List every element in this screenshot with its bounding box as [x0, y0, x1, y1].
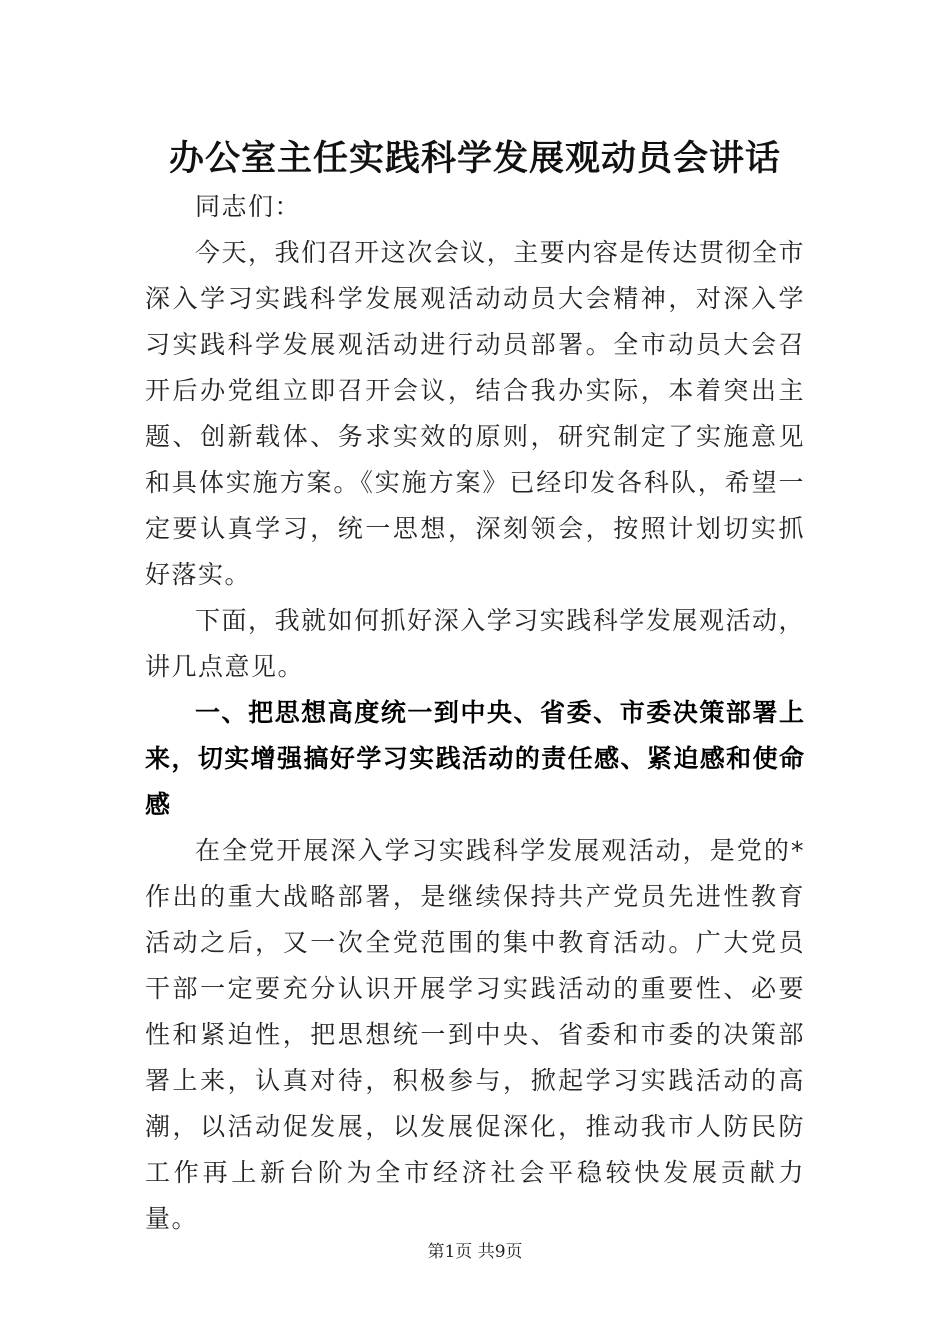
document-title: 办公室主任实践科学发展观动员会讲话	[168, 138, 781, 179]
paragraph-1: 今天，我们召开这次会议，主要内容是传达贯彻全市深入学习实践科学发展观活动动员大会精神，对深入学习实践科学发展观活动进行动员部署。全市动员大会召开后办党组立即召开会议，结合我办实际，本着突出主题、创新载体、务求实效的原则，研究制定了实施意见和具体实施方案。《实施方案》已经印发各科队，希望一定要认真学习，统一思想，深刻领会，按照计划切实抓好落实。	[145, 238, 805, 589]
paragraph-2: 下面，我就如何抓好深入学习实践科学发展观活动，讲几点意见。	[145, 606, 805, 681]
paragraph-3: 在全党开展深入学习实践科学发展观活动，是党的*作出的重大战略部署，是继续保持共产党员先进性教育活动之后，又一次全党范围的集中教育活动。广大党员干部一定要充分认识开展学习实践活动的重要性、必要性和紧迫性，把思想统一到中央、省委和市委的决策部署上来，认真对待，积极参与，掀起学习实践活动的高潮，以活动促发展，以发展促深化，推动我市人防民防工作再上新台阶为全市经济社会平稳较快发展贡献力量。	[145, 836, 805, 1233]
document-body	[145, 184, 805, 1242]
page-number-footer: 第1页 共9页	[427, 1242, 523, 1262]
greeting: 同志们：	[195, 192, 302, 221]
section-heading-1: 一、把思想高度统一到中央、省委、市委决策部署上来，切实增强搞好学习实践活动的责任感、紧迫感和使命感	[145, 698, 805, 819]
